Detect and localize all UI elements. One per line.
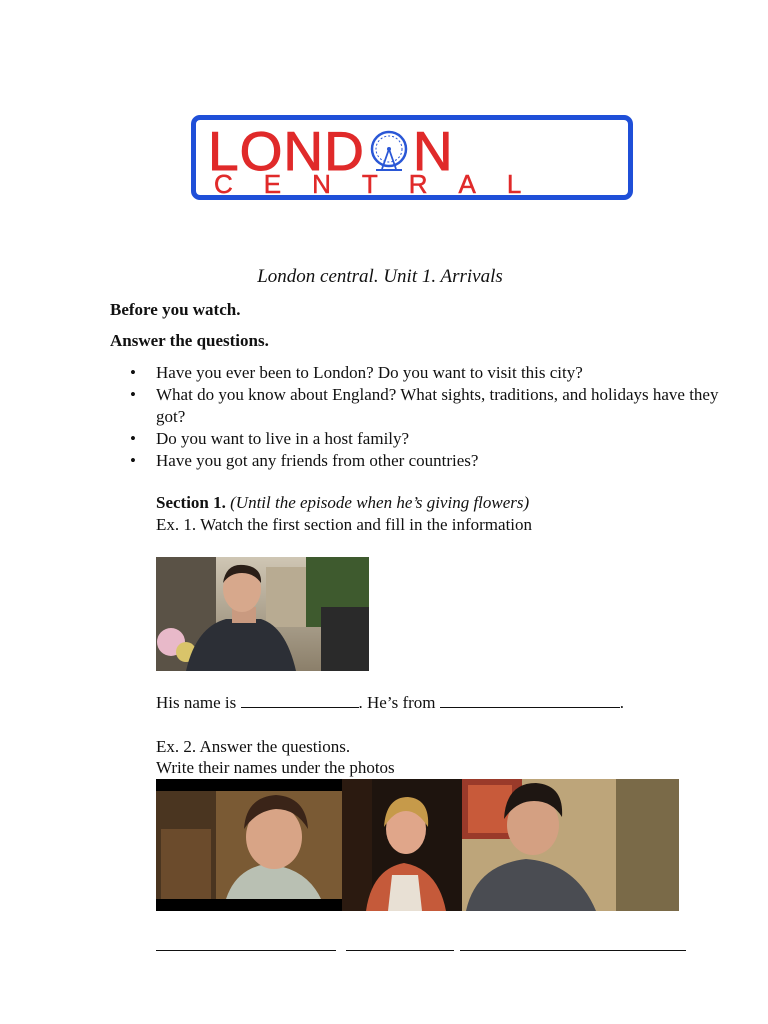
origin-blank[interactable]: [440, 693, 620, 708]
list-item: • Have you ever been to London? Do you want to visit this city?: [130, 362, 730, 384]
heading-answer-questions: Answer the questions.: [110, 331, 269, 350]
list-item: • Have you got any friends from other countries?: [130, 450, 730, 472]
london-eye-icon: [365, 127, 413, 175]
photo-strip: [156, 779, 679, 911]
photo-girl: [156, 779, 342, 911]
name-blank-woman[interactable]: [346, 936, 454, 951]
heading-before-watch: Before you watch.: [110, 300, 241, 319]
exercise-1-text: Ex. 1. Watch the first section and fill in the information: [156, 515, 533, 534]
photo-boy-street: [156, 557, 369, 671]
section-1-label: Section 1.: [156, 493, 226, 512]
list-item: • Do you want to live in a host family?: [130, 428, 730, 450]
exercise-2-subtext: Write their names under the photos: [156, 758, 395, 777]
section-1-heading: [156, 493, 529, 513]
photo-woman: [342, 779, 462, 911]
london-central-logo: [191, 115, 633, 200]
photo-boy: [462, 779, 679, 911]
fill-text-end: .: [619, 693, 624, 712]
fill-text-name: His name is: [156, 693, 237, 712]
logo-subtitle: CENTRAL: [214, 169, 553, 199]
logo-text-lond: LOND: [208, 120, 365, 182]
list-item: • What do you know about England? What sights, traditions, and holidays have they got?: [130, 384, 730, 428]
photo-name-blanks: [156, 936, 686, 956]
question-list: [130, 362, 730, 472]
page-title: London central. Unit 1. Arrivals: [257, 266, 503, 287]
exercise-2-text: Ex. 2. Answer the questions.: [156, 737, 351, 756]
fill-in-sentence: [156, 693, 624, 713]
section-1-note: (Until the episode when he’s giving flowers): [230, 493, 530, 512]
name-blank[interactable]: [241, 693, 359, 708]
name-blank-boy[interactable]: [460, 936, 686, 951]
name-blank-girl[interactable]: [156, 936, 336, 951]
fill-text-from: . He’s from: [358, 693, 436, 712]
logo-text-n: N: [412, 120, 454, 182]
